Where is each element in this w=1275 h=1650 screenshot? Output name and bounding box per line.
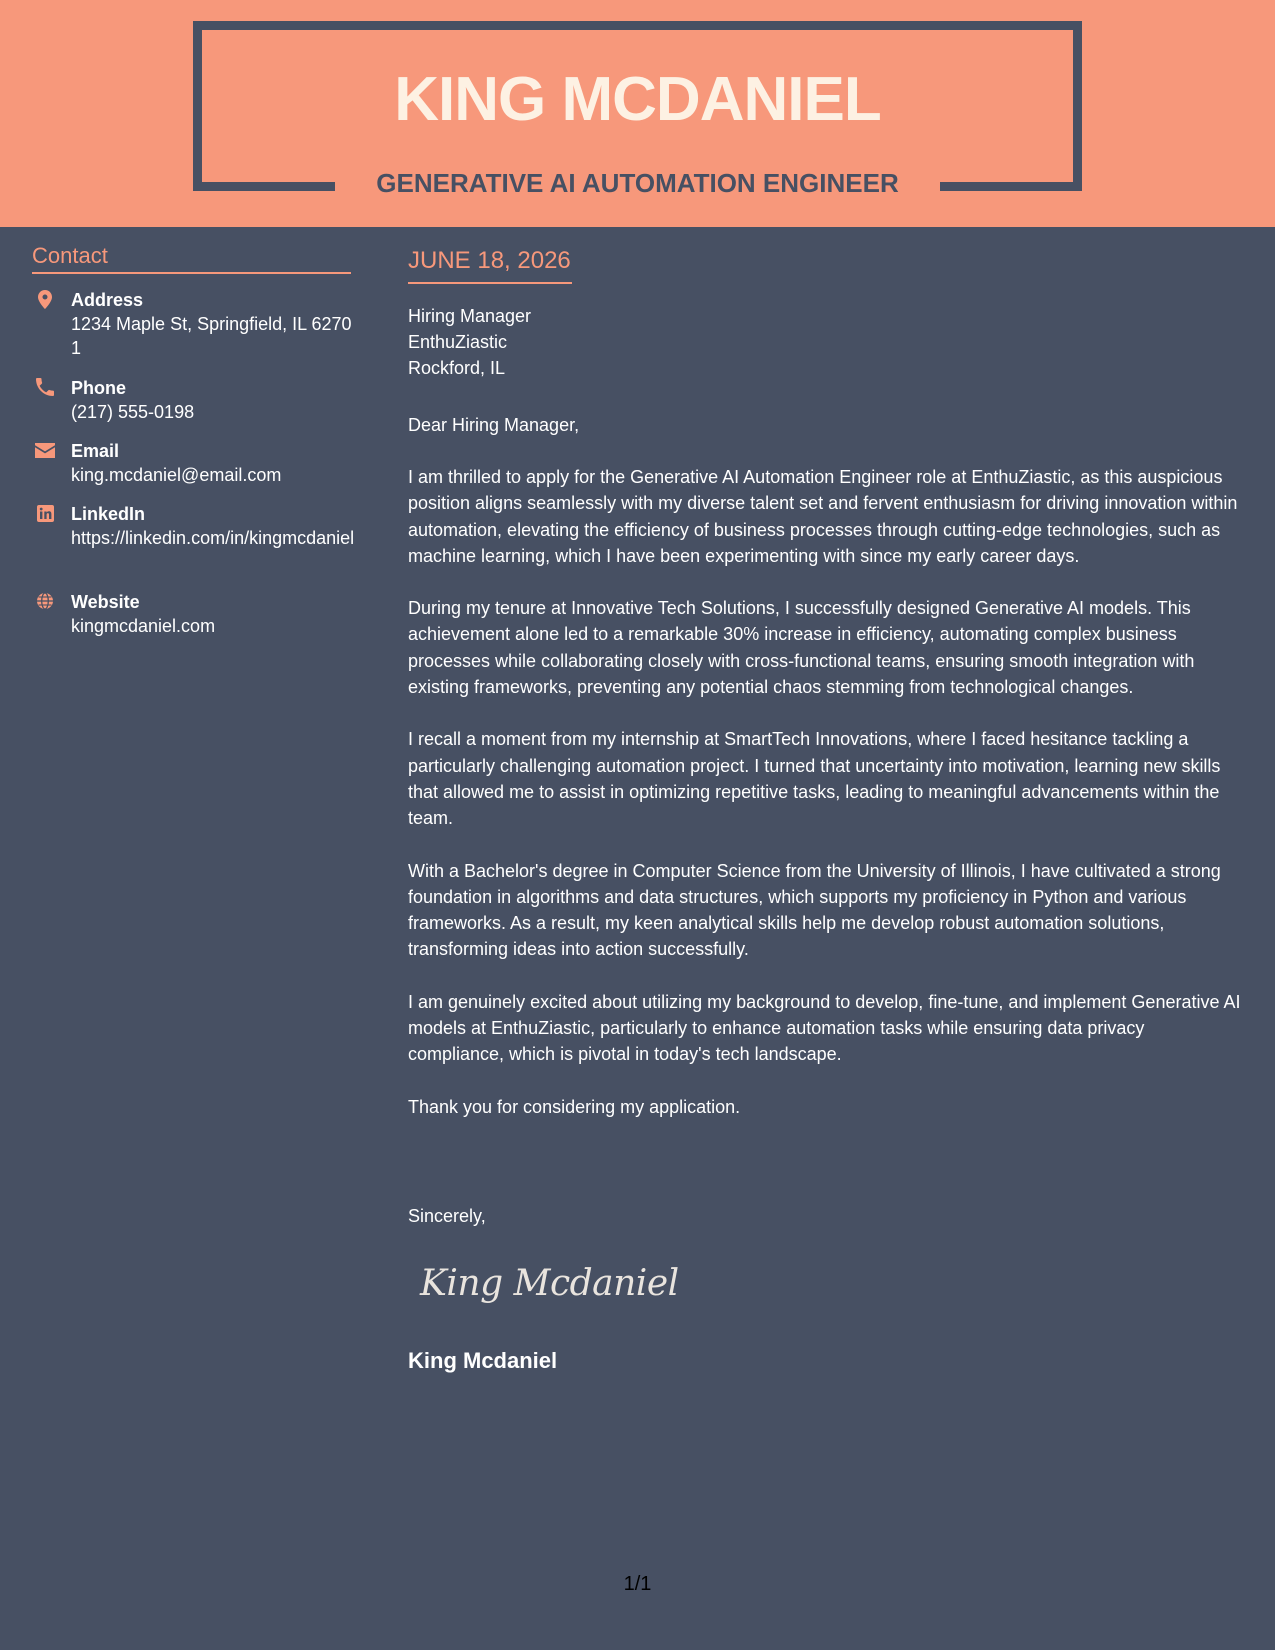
contact-label: Address	[71, 290, 144, 310]
body-paragraph: Thank you for considering my application.	[408, 1096, 741, 1117]
body-paragraph: I am thrilled to apply for the Generative AI Automation Engineer role at EnthuZiastic, as this auspicious position aligns seamlessly with my diverse talent set and fervent enthusiasm for driving innovation within automation, elevating the efficiency of business processes through cutting-edge technologies, such as machine learning, which I have been experimenting with since my early career days.	[408, 467, 1238, 566]
contact-label: Website	[71, 592, 140, 612]
header-banner	[0, 0, 1275, 227]
envelope-icon	[32, 439, 58, 461]
recipient-line: EnthuZiastic	[408, 332, 508, 352]
phone-value: (217) 555-0198	[71, 402, 195, 422]
letter-body	[408, 464, 1244, 1146]
page-number: 1/1	[623, 1573, 652, 1595]
signer-name: King Mcdaniel	[408, 1348, 558, 1373]
contact-label: LinkedIn	[71, 504, 146, 524]
website-value[interactable]: kingmcdaniel.com	[71, 616, 216, 636]
date-divider	[408, 282, 572, 284]
signature: King Mcdaniel	[420, 1263, 679, 1304]
body-paragraph: With a Bachelor's degree in Computer Science from the University of Illinois, I have cultivated a strong foundation in algorithms and data structures, which supports my proficiency in Python and various frameworks. As a result, my keen analytical skills help me develop robust automation solutions, transforming ideas into action successfully.	[408, 860, 1221, 960]
body-paragraph: I am genuinely excited about utilizing my background to develop, fine-tune, and implement Generative AI models at EnthuZiastic, particularly to enhance automation tasks while ensuring data privacy compliance, which is pivotal in today's tech landscape.	[408, 991, 1241, 1065]
body-paragraph: During my tenure at Innovative Tech Solutions, I successfully designed Generative AI models. This achievement alone led to a remarkable 30% increase in efficiency, automating complex business processes while collaborating closely with cross-functional teams, ensuring smooth integration with existing frameworks, preventing any potential chaos stemming from technological changes.	[408, 598, 1195, 698]
address-value: 1234 Maple St, Springfield, IL 62701	[71, 314, 352, 358]
map-marker-icon	[32, 288, 58, 310]
linkedin-value[interactable]: https://linkedin.com/in/kingmcdaniel	[71, 528, 355, 548]
letter-date: JUNE 18, 2026	[408, 247, 571, 274]
job-title: GENERATIVE AI AUTOMATION ENGINEER	[376, 168, 899, 198]
recipient-line: Hiring Manager	[408, 306, 532, 326]
salutation: Dear Hiring Manager,	[408, 415, 580, 435]
body-paragraph: I recall a moment from my internship at SmartTech Innovations, where I faced hesitance tackling a particularly challenging automation project. I turned that uncertainty into motivation, learning new skills that allowed me to assist in optimizing repetitive tasks, leading to meaningful advancements within the team.	[408, 729, 1221, 829]
contact-label: Email	[71, 441, 120, 461]
phone-icon	[32, 376, 58, 398]
contact-heading: Contact	[32, 243, 108, 268]
email-value[interactable]: king.mcdaniel@email.com	[71, 465, 282, 485]
applicant-name: KING MCDANIEL	[394, 65, 881, 134]
closing: Sincerely,	[408, 1206, 486, 1226]
recipient-line: Rockford, IL	[408, 358, 506, 378]
contact-divider	[32, 272, 351, 274]
contact-label: Phone	[71, 378, 127, 398]
globe-icon	[32, 590, 58, 612]
linkedin-icon	[32, 502, 58, 524]
recipient-block	[408, 303, 531, 381]
